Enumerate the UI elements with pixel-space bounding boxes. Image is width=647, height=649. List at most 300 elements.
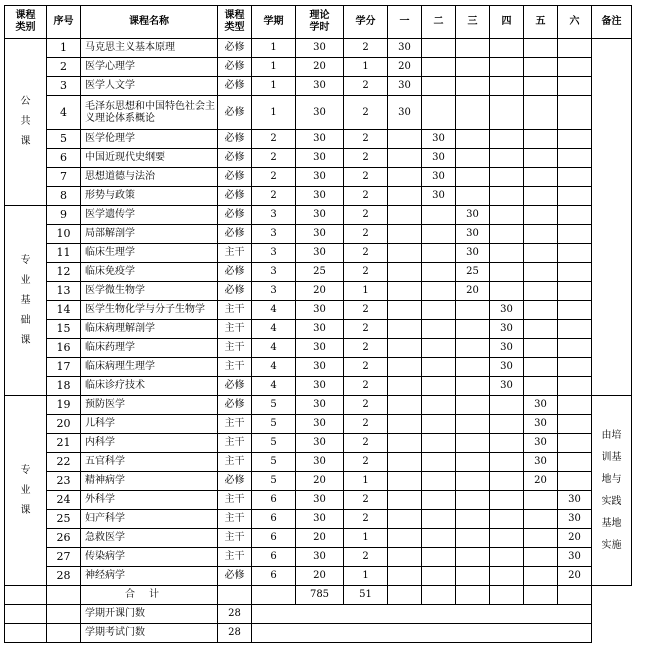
category-char: 课 [20, 136, 31, 147]
footer-blank [47, 624, 81, 643]
seq-cell: 15 [47, 320, 81, 339]
theory-hours-cell: 30 [296, 244, 344, 263]
semester-cell: 2 [252, 130, 296, 149]
term-5-cell [524, 206, 558, 225]
totals-label: 合计 [81, 586, 218, 605]
header-credits: 学分 [344, 6, 388, 39]
term-3-cell [456, 434, 490, 453]
term-4-cell [490, 77, 524, 96]
term-3-cell [456, 529, 490, 548]
term-4-cell [490, 529, 524, 548]
courses-per-term-label: 学期开课门数 [81, 605, 218, 624]
credits-cell: 2 [344, 96, 388, 130]
course-name: 临床病理生理学 [81, 358, 218, 377]
term-6-cell [558, 282, 592, 301]
term-1-cell: 30 [388, 77, 422, 96]
term-2-cell [422, 244, 456, 263]
term-2-cell [422, 58, 456, 77]
term-4-cell [490, 187, 524, 206]
seq-cell: 16 [47, 339, 81, 358]
category-char: 专 [20, 254, 31, 266]
totals-blank [388, 586, 422, 605]
semester-cell: 6 [252, 529, 296, 548]
term-2-cell [422, 396, 456, 415]
term-2-cell: 30 [422, 187, 456, 206]
credits-cell: 1 [344, 282, 388, 301]
term-1-cell [388, 263, 422, 282]
credits-cell: 2 [344, 301, 388, 320]
header-row [5, 6, 632, 39]
semester-cell: 2 [252, 187, 296, 206]
term-4-cell [490, 453, 524, 472]
table-row [5, 491, 632, 510]
credits-cell: 1 [344, 567, 388, 586]
course-name: 医学遗传学 [81, 206, 218, 225]
term-6-cell [558, 39, 592, 58]
term-1-cell [388, 453, 422, 472]
term-4-cell [490, 491, 524, 510]
credits-cell: 2 [344, 130, 388, 149]
semester-cell: 1 [252, 77, 296, 96]
term-5-cell [524, 225, 558, 244]
course-type: 必修 [218, 187, 252, 206]
header-semester: 学期 [252, 6, 296, 39]
term-1-cell [388, 434, 422, 453]
course-type: 主干 [218, 510, 252, 529]
course-name: 临床生理学 [81, 244, 218, 263]
courses-per-term-row [5, 605, 632, 624]
course-type: 必修 [218, 77, 252, 96]
term-4-cell: 30 [490, 358, 524, 377]
term-5-cell [524, 58, 558, 77]
term-2-cell: 30 [422, 130, 456, 149]
theory-hours-cell: 30 [296, 491, 344, 510]
table-row [5, 77, 632, 96]
table-row [5, 548, 632, 567]
credits-cell: 2 [344, 453, 388, 472]
table-row [5, 567, 632, 586]
term-2-cell [422, 472, 456, 491]
term-2-cell [422, 415, 456, 434]
seq-cell: 4 [47, 96, 81, 130]
credits-cell: 2 [344, 168, 388, 187]
course-type: 主干 [218, 434, 252, 453]
term-1-cell [388, 339, 422, 358]
credits-cell: 2 [344, 206, 388, 225]
totals-blank [218, 586, 252, 605]
credits-cell: 1 [344, 472, 388, 491]
remark-note [592, 396, 632, 586]
term-2-cell [422, 548, 456, 567]
theory-hours-cell: 30 [296, 149, 344, 168]
totals-blank [252, 586, 296, 605]
term-3-cell [456, 339, 490, 358]
table-row [5, 472, 632, 491]
theory-hours-cell: 30 [296, 39, 344, 58]
exam-courses-value: 28 [218, 624, 252, 643]
theory-hours-cell: 20 [296, 58, 344, 77]
course-name: 医学微生物学 [81, 282, 218, 301]
term-6-cell [558, 434, 592, 453]
table-row [5, 415, 632, 434]
term-6-cell [558, 225, 592, 244]
category-char: 公 [20, 96, 31, 107]
term-5-cell [524, 491, 558, 510]
theory-hours-cell: 30 [296, 358, 344, 377]
term-5-cell [524, 377, 558, 396]
term-1-cell [388, 282, 422, 301]
course-type: 主干 [218, 339, 252, 358]
term-5-cell: 30 [524, 434, 558, 453]
credits-cell: 2 [344, 358, 388, 377]
table-row [5, 58, 632, 77]
term-6-cell [558, 472, 592, 491]
totals-blank [558, 586, 592, 605]
term-1-cell [388, 377, 422, 396]
term-6-cell [558, 244, 592, 263]
seq-cell: 1 [47, 39, 81, 58]
header-term-6: 六 [558, 6, 592, 39]
semester-cell: 5 [252, 453, 296, 472]
table-row [5, 130, 632, 149]
term-3-cell [456, 415, 490, 434]
course-type: 必修 [218, 225, 252, 244]
term-4-cell: 30 [490, 301, 524, 320]
term-5-cell [524, 39, 558, 58]
term-1-cell: 20 [388, 58, 422, 77]
table-row [5, 320, 632, 339]
table-row [5, 263, 632, 282]
term-5-cell [524, 358, 558, 377]
seq-cell: 14 [47, 301, 81, 320]
term-6-cell: 30 [558, 491, 592, 510]
term-6-cell [558, 320, 592, 339]
term-3-cell [456, 358, 490, 377]
semester-cell: 6 [252, 491, 296, 510]
theory-hours-cell: 30 [296, 510, 344, 529]
course-name: 毛泽东思想和中国特色社会主义理论体系概论 [81, 96, 218, 130]
course-name: 预防医学 [81, 396, 218, 415]
credits-cell: 2 [344, 548, 388, 567]
term-3-cell [456, 39, 490, 58]
category-char: 课 [20, 504, 31, 516]
course-type: 主干 [218, 415, 252, 434]
term-6-cell: 30 [558, 510, 592, 529]
header-term-3: 三 [456, 6, 490, 39]
course-name: 马克思主义基本原理 [81, 39, 218, 58]
seq-cell: 18 [47, 377, 81, 396]
credits-cell: 2 [344, 510, 388, 529]
seq-cell: 27 [47, 548, 81, 567]
term-6-cell [558, 377, 592, 396]
term-3-cell [456, 396, 490, 415]
course-type: 主干 [218, 453, 252, 472]
term-4-cell [490, 130, 524, 149]
term-5-cell [524, 567, 558, 586]
course-type: 主干 [218, 358, 252, 377]
term-3-cell [456, 301, 490, 320]
term-1-cell [388, 149, 422, 168]
course-name: 儿科学 [81, 415, 218, 434]
term-4-cell [490, 96, 524, 130]
totals-blank [5, 586, 47, 605]
term-3-cell: 30 [456, 206, 490, 225]
term-2-cell [422, 77, 456, 96]
category-cell [5, 206, 47, 396]
term-6-cell [558, 358, 592, 377]
semester-cell: 3 [252, 206, 296, 225]
term-1-cell: 30 [388, 96, 422, 130]
table-row [5, 225, 632, 244]
remark-cell [592, 39, 632, 396]
exam-courses-row [5, 624, 632, 643]
header-category: 课程 类别 [5, 6, 47, 39]
course-name: 临床病理解剖学 [81, 320, 218, 339]
seq-cell: 3 [47, 77, 81, 96]
term-4-cell [490, 168, 524, 187]
semester-cell: 6 [252, 567, 296, 586]
seq-cell: 21 [47, 434, 81, 453]
term-6-cell [558, 396, 592, 415]
semester-cell: 4 [252, 358, 296, 377]
course-name: 医学伦理学 [81, 130, 218, 149]
header-type: 课程 类型 [218, 6, 252, 39]
credits-cell: 2 [344, 77, 388, 96]
term-2-cell [422, 282, 456, 301]
term-3-cell: 20 [456, 282, 490, 301]
credits-cell: 2 [344, 396, 388, 415]
term-4-cell [490, 472, 524, 491]
course-name: 外科学 [81, 491, 218, 510]
totals-blank [47, 586, 81, 605]
term-3-cell [456, 130, 490, 149]
credits-cell: 2 [344, 491, 388, 510]
term-1-cell [388, 168, 422, 187]
seq-cell: 24 [47, 491, 81, 510]
term-5-cell [524, 168, 558, 187]
seq-cell: 11 [47, 244, 81, 263]
semester-cell: 6 [252, 510, 296, 529]
category-char: 基 [20, 294, 31, 306]
term-6-cell [558, 168, 592, 187]
term-5-cell [524, 77, 558, 96]
term-6-cell [558, 96, 592, 130]
course-type: 主干 [218, 301, 252, 320]
seq-cell: 5 [47, 130, 81, 149]
theory-hours-cell: 30 [296, 377, 344, 396]
term-4-cell [490, 396, 524, 415]
course-name: 局部解剖学 [81, 225, 218, 244]
term-4-cell [490, 58, 524, 77]
theory-hours-cell: 30 [296, 77, 344, 96]
term-5-cell: 30 [524, 396, 558, 415]
term-3-cell [456, 320, 490, 339]
term-4-cell [490, 225, 524, 244]
term-4-cell [490, 548, 524, 567]
term-2-cell: 30 [422, 168, 456, 187]
term-1-cell [388, 244, 422, 263]
table-row [5, 434, 632, 453]
category-cell [5, 39, 47, 206]
course-type: 必修 [218, 263, 252, 282]
table-row [5, 453, 632, 472]
semester-cell: 1 [252, 96, 296, 130]
seq-cell: 23 [47, 472, 81, 491]
term-3-cell: 30 [456, 244, 490, 263]
term-3-cell [456, 58, 490, 77]
term-3-cell [456, 149, 490, 168]
term-6-cell [558, 415, 592, 434]
header-seq: 序号 [47, 6, 81, 39]
totals-credits: 51 [344, 586, 388, 605]
semester-cell: 5 [252, 472, 296, 491]
term-6-cell: 20 [558, 529, 592, 548]
term-3-cell [456, 96, 490, 130]
totals-blank [456, 586, 490, 605]
semester-cell: 1 [252, 39, 296, 58]
seq-cell: 6 [47, 149, 81, 168]
theory-hours-cell: 30 [296, 396, 344, 415]
theory-hours-cell: 30 [296, 548, 344, 567]
semester-cell: 5 [252, 396, 296, 415]
table-row [5, 282, 632, 301]
seq-cell: 26 [47, 529, 81, 548]
totals-blank [490, 586, 524, 605]
term-1-cell [388, 225, 422, 244]
credits-cell: 2 [344, 187, 388, 206]
term-5-cell [524, 263, 558, 282]
remark-line: 地与 [601, 473, 622, 485]
credits-cell: 2 [344, 225, 388, 244]
credits-cell: 2 [344, 434, 388, 453]
seq-cell: 22 [47, 453, 81, 472]
table-row [5, 244, 632, 263]
course-type: 必修 [218, 396, 252, 415]
remark-line: 实践 [601, 495, 622, 507]
header-term-4: 四 [490, 6, 524, 39]
totals-blank [422, 586, 456, 605]
seq-cell: 19 [47, 396, 81, 415]
term-3-cell [456, 548, 490, 567]
curriculum-table [4, 5, 632, 643]
category-cell [5, 396, 47, 586]
category-char: 业 [20, 484, 31, 496]
term-1-cell [388, 358, 422, 377]
category-char: 课 [20, 334, 31, 346]
course-name: 传染病学 [81, 548, 218, 567]
term-6-cell [558, 206, 592, 225]
theory-hours-cell: 30 [296, 320, 344, 339]
term-1-cell [388, 206, 422, 225]
course-name: 急救医学 [81, 529, 218, 548]
term-2-cell [422, 263, 456, 282]
term-6-cell [558, 453, 592, 472]
semester-cell: 2 [252, 149, 296, 168]
term-5-cell [524, 320, 558, 339]
term-6-cell [558, 149, 592, 168]
course-name: 临床诊疗技术 [81, 377, 218, 396]
term-1-cell [388, 187, 422, 206]
theory-hours-cell: 20 [296, 282, 344, 301]
term-1-cell [388, 130, 422, 149]
course-type: 主干 [218, 320, 252, 339]
theory-hours-cell: 30 [296, 225, 344, 244]
semester-cell: 3 [252, 282, 296, 301]
seq-cell: 13 [47, 282, 81, 301]
remark-line: 基地 [601, 517, 622, 529]
term-4-cell: 30 [490, 377, 524, 396]
seq-cell: 9 [47, 206, 81, 225]
course-name: 临床免疫学 [81, 263, 218, 282]
course-name: 内科学 [81, 434, 218, 453]
term-1-cell [388, 567, 422, 586]
term-4-cell [490, 434, 524, 453]
term-4-cell [490, 149, 524, 168]
header-term-2: 二 [422, 6, 456, 39]
term-5-cell [524, 187, 558, 206]
term-5-cell [524, 339, 558, 358]
course-type: 必修 [218, 39, 252, 58]
term-5-cell [524, 548, 558, 567]
course-name: 五官科学 [81, 453, 218, 472]
term-5-cell [524, 529, 558, 548]
semester-cell: 3 [252, 244, 296, 263]
totals-hours: 785 [296, 586, 344, 605]
theory-hours-cell: 30 [296, 168, 344, 187]
seq-cell: 8 [47, 187, 81, 206]
term-1-cell [388, 548, 422, 567]
term-1-cell [388, 415, 422, 434]
term-6-cell [558, 130, 592, 149]
credits-cell: 2 [344, 149, 388, 168]
seq-cell: 25 [47, 510, 81, 529]
semester-cell: 3 [252, 263, 296, 282]
term-6-cell [558, 263, 592, 282]
semester-cell: 2 [252, 168, 296, 187]
term-2-cell [422, 225, 456, 244]
term-6-cell: 30 [558, 548, 592, 567]
credits-cell: 2 [344, 244, 388, 263]
term-2-cell [422, 453, 456, 472]
term-1-cell [388, 510, 422, 529]
theory-hours-cell: 30 [296, 301, 344, 320]
term-3-cell [456, 168, 490, 187]
term-4-cell: 30 [490, 339, 524, 358]
credits-cell: 1 [344, 529, 388, 548]
semester-cell: 4 [252, 339, 296, 358]
term-5-cell: 20 [524, 472, 558, 491]
course-type: 必修 [218, 567, 252, 586]
footer-blank [5, 605, 47, 624]
term-4-cell [490, 39, 524, 58]
semester-cell: 5 [252, 415, 296, 434]
remark-line: 实施 [601, 539, 622, 551]
term-3-cell [456, 187, 490, 206]
term-6-cell [558, 339, 592, 358]
theory-hours-cell: 30 [296, 415, 344, 434]
footer-blank [47, 605, 81, 624]
header-term-1: 一 [388, 6, 422, 39]
term-6-cell: 20 [558, 567, 592, 586]
table-row [5, 168, 632, 187]
course-name: 医学心理学 [81, 58, 218, 77]
table-row [5, 339, 632, 358]
term-3-cell [456, 377, 490, 396]
semester-cell: 1 [252, 58, 296, 77]
table-row [5, 301, 632, 320]
theory-hours-cell: 20 [296, 472, 344, 491]
course-name: 中国近现代史纲要 [81, 149, 218, 168]
